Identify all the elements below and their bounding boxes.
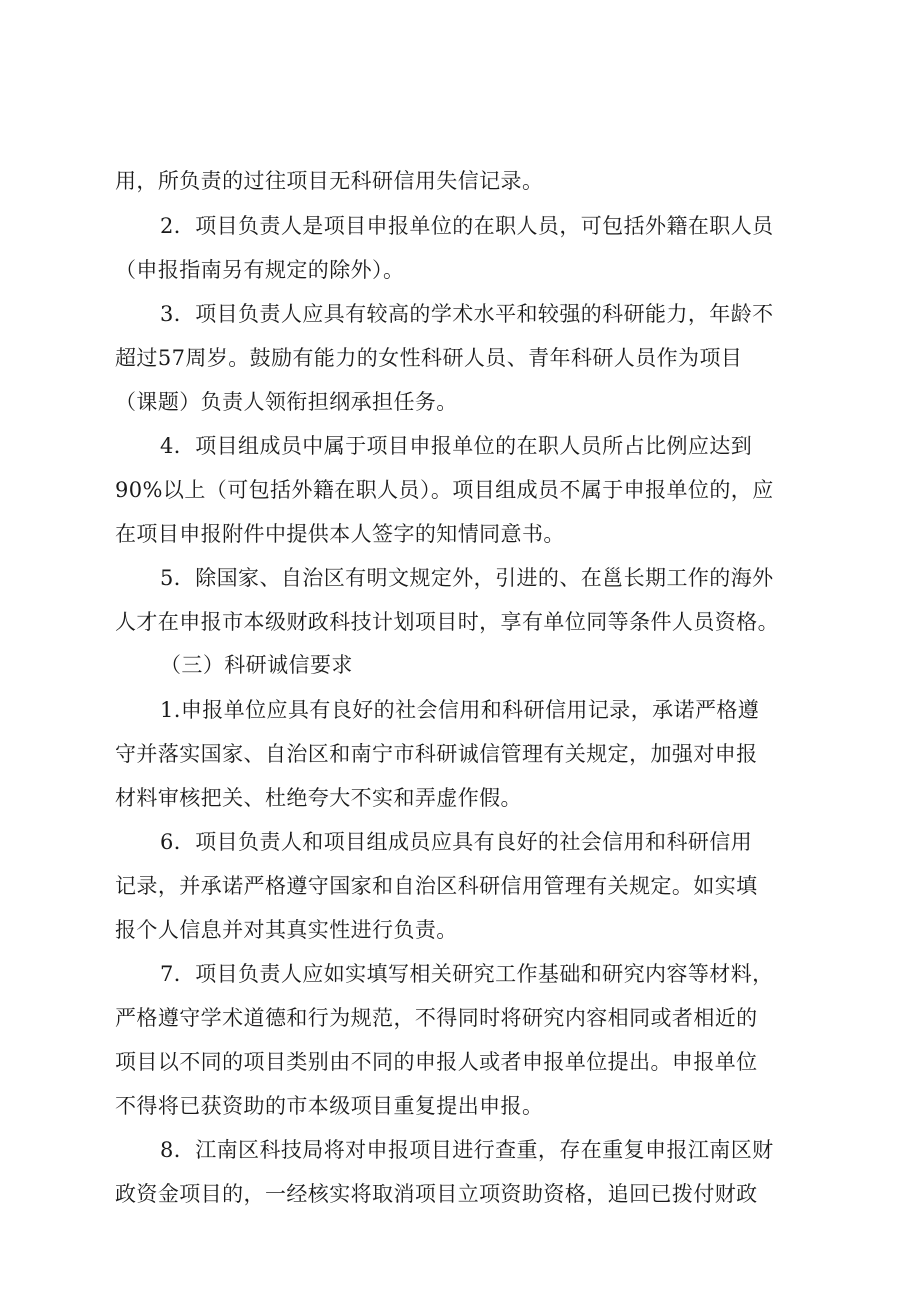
text-line: 用，所负责的过往项目无科研信用失信记录。 bbox=[115, 169, 544, 193]
section-heading: （三）科研诚信要求 bbox=[160, 653, 353, 677]
text-line: 超过57周岁。鼓励有能力的女性科研人员、青年科研人员作为项目 bbox=[115, 346, 743, 370]
text-line: 2．项目负责人是项目申报单位的在职人员，可包括外籍在职人员 bbox=[160, 214, 774, 238]
text-line: （申报指南另有规定的除外）。 bbox=[115, 258, 405, 282]
text-line: （课题）负责人领衔担纲承担任务。 bbox=[115, 390, 458, 414]
text-line: 在项目申报附件中提供本人签字的知情同意书。 bbox=[115, 522, 565, 546]
text-line: 90%以上（可包括外籍在职人员）。项目组成员不属于申报单位的，应 bbox=[115, 478, 774, 502]
text-line: 5．除国家、自治区有明文规定外，引进的、在邕长期工作的海外 bbox=[160, 566, 774, 590]
text-line: 报个人信息并对其真实性进行负责。 bbox=[115, 918, 458, 942]
text-line: 政资金项目的，一经核实将取消项目立项资助资格，追回已拨付财政 bbox=[115, 1182, 758, 1206]
text-line: 守并落实国家、自治区和南宁市科研诚信管理有关规定，加强对申报 bbox=[115, 742, 758, 766]
text-line: 4．项目组成员中属于项目申报单位的在职人员所占比例应达到 bbox=[160, 434, 753, 458]
text-line: 不得将已获资助的市本级项目重复提出申报。 bbox=[115, 1094, 544, 1118]
text-line: 7．项目负责人应如实填写相关研究工作基础和研究内容等材料， bbox=[160, 962, 774, 986]
text-line: 1.申报单位应具有良好的社会信用和科研信用记录，承诺严格遵 bbox=[160, 698, 760, 722]
text-line: 材料审核把关、杜绝夸大不实和弄虚作假。 bbox=[115, 786, 522, 810]
text-line: 记录，并承诺严格遵守国家和自治区科研信用管理有关规定。如实填 bbox=[115, 874, 758, 898]
text-line: 6．项目负责人和项目组成员应具有良好的社会信用和科研信用 bbox=[160, 830, 753, 854]
text-line: 项目以不同的项目类别由不同的申报人或者申报单位提出。申报单位 bbox=[115, 1050, 758, 1074]
text-line: 严格遵守学术道德和行为规范，不得同时将研究内容相同或者相近的 bbox=[115, 1006, 758, 1030]
text-line: 3．项目负责人应具有较高的学术水平和较强的科研能力，年龄不 bbox=[160, 302, 774, 326]
text-line: 人才在申报市本级财政科技计划项目时，享有单位同等条件人员资格。 bbox=[115, 610, 780, 634]
text-line: 8．江南区科技局将对申报项目进行查重，存在重复申报江南区财 bbox=[160, 1138, 774, 1162]
